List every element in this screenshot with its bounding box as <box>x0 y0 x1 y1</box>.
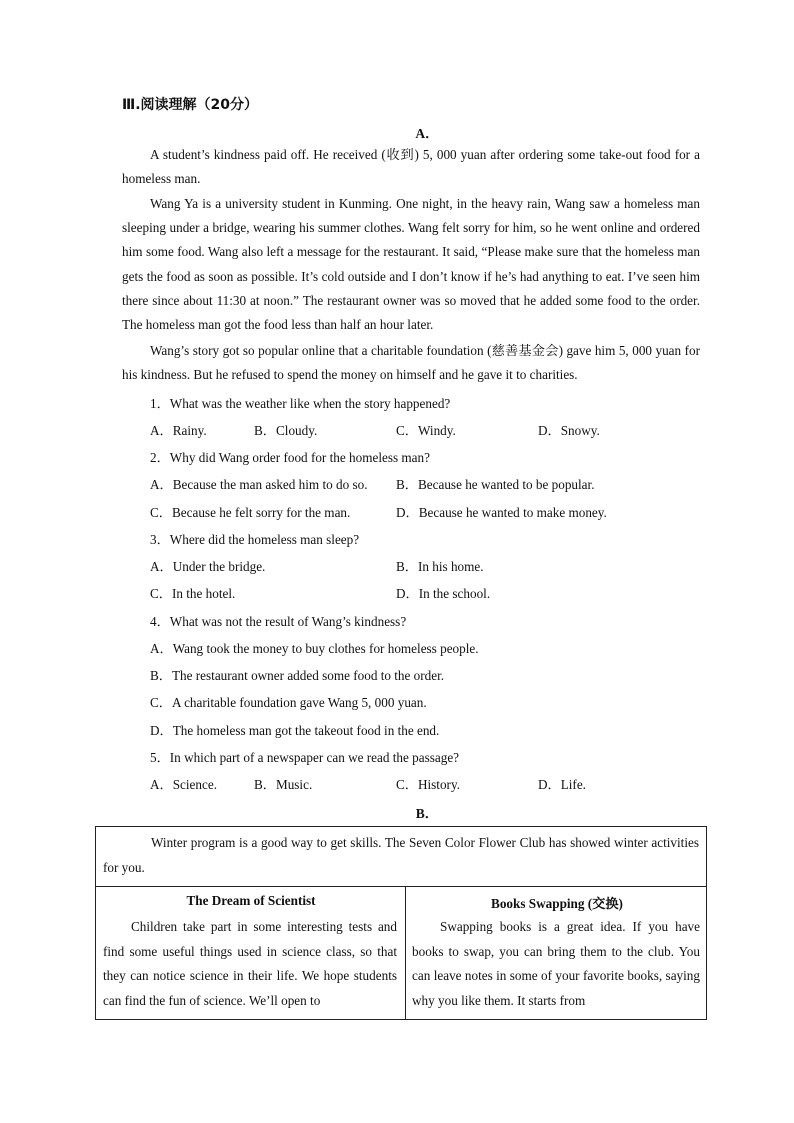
passage-b-label: B． <box>415 806 439 821</box>
passage-a-paragraph-3: Wang’s story got so popular online that a charitable foundation (慈善基金会) gave him 5, 000 yuan for his kindness. But he refused to spend the money on himself and he gave it to charities. <box>122 343 700 383</box>
question-5-stem: 5．In which part of a newspaper can we read the passage? <box>150 750 460 765</box>
passage-a-paragraph-1: A student’s kindness paid off. He received (收到) 5, 000 yuan after ordering some take-out food for a homeless man. <box>122 147 700 187</box>
question-1-option-a[interactable]: A．Rainy. <box>150 423 207 438</box>
question-3-option-a[interactable]: A．Under the bridge. <box>150 559 266 574</box>
question-2-option-d[interactable]: D．Because he wanted to make money. <box>396 505 607 520</box>
passage-b-intro: Winter program is a good way to get skills. The Seven Color Flower Club has showed winter activities for you. <box>103 835 699 875</box>
question-3-option-c[interactable]: C．In the hotel. <box>150 586 236 601</box>
question-4-option-c[interactable]: C．A charitable foundation gave Wang 5, 000 yuan. <box>150 695 427 710</box>
question-5-option-b[interactable]: B．Music. <box>254 777 313 792</box>
question-1-option-c[interactable]: C．Windy. <box>396 423 456 438</box>
question-2-stem: 2．Why did Wang order food for the homeless man? <box>150 450 430 465</box>
section-title: Ⅲ.阅读理解（20分） <box>122 97 259 113</box>
question-4-option-b[interactable]: B．The restaurant owner added some food to the order. <box>150 668 445 683</box>
question-2-option-a[interactable]: A．Because the man asked him to do so. <box>150 477 368 492</box>
left-column-text: Children take part in some interesting tests and find some useful things used in science class, so that they can notice science in their life. We hope students can find the fun of science. We’ll open to <box>103 919 397 1008</box>
passage-a-label: A． <box>415 126 439 141</box>
right-column-title: Books Swapping (交换) <box>491 896 623 911</box>
question-1-option-b[interactable]: B．Cloudy. <box>254 423 318 438</box>
table-divider-vertical <box>405 886 406 1019</box>
question-2-option-b[interactable]: B．Because he wanted to be popular. <box>396 477 595 492</box>
question-4-option-a[interactable]: A．Wang took the money to buy clothes for homeless people. <box>150 641 479 656</box>
question-3-stem: 3．Where did the homeless man sleep? <box>150 532 360 547</box>
question-5-option-c[interactable]: C．History. <box>396 777 460 792</box>
question-5-option-a[interactable]: A．Science. <box>150 777 218 792</box>
question-5-option-d[interactable]: D．Life. <box>538 777 586 792</box>
table-divider-horizontal <box>96 886 706 887</box>
question-4-option-d[interactable]: D．The homeless man got the takeout food in the end. <box>150 723 440 738</box>
question-1-option-d[interactable]: D．Snowy. <box>538 423 600 438</box>
question-3-option-d[interactable]: D．In the school. <box>396 586 491 601</box>
passage-b-table <box>95 826 707 1020</box>
question-3-option-b[interactable]: B．In his home. <box>396 559 484 574</box>
question-4-stem: 4．What was not the result of Wang’s kindness? <box>150 614 407 629</box>
passage-a-paragraph-2: Wang Ya is a university student in Kunming. One night, in the heavy rain, Wang saw a homeless man sleeping under a bridge, wearing his summer clothes. Wang felt sorry for him, so he went online and ordered him some food. Wang also left a message for the restaurant. It said, “Please make sure that the homeless man gets the food as soon as possible. It’s cold outside and I don’t know if he’s had anything to eat. I’ve seen him there since about 11:30 at noon.” The restaurant owner was so moved that he added some food to the order. The homeless man got the food less than half an hour later. <box>122 196 700 333</box>
right-column-text: Swapping books is a great idea. If you have books to swap, you can bring them to the club. You can leave notes in some of your favorite books, saying why you like them. It starts from <box>412 919 700 1008</box>
question-2-option-c[interactable]: C．Because he felt sorry for the man. <box>150 505 351 520</box>
question-1-stem: 1．What was the weather like when the story happened? <box>150 396 451 411</box>
left-column-title: The Dream of Scientist <box>186 893 316 908</box>
